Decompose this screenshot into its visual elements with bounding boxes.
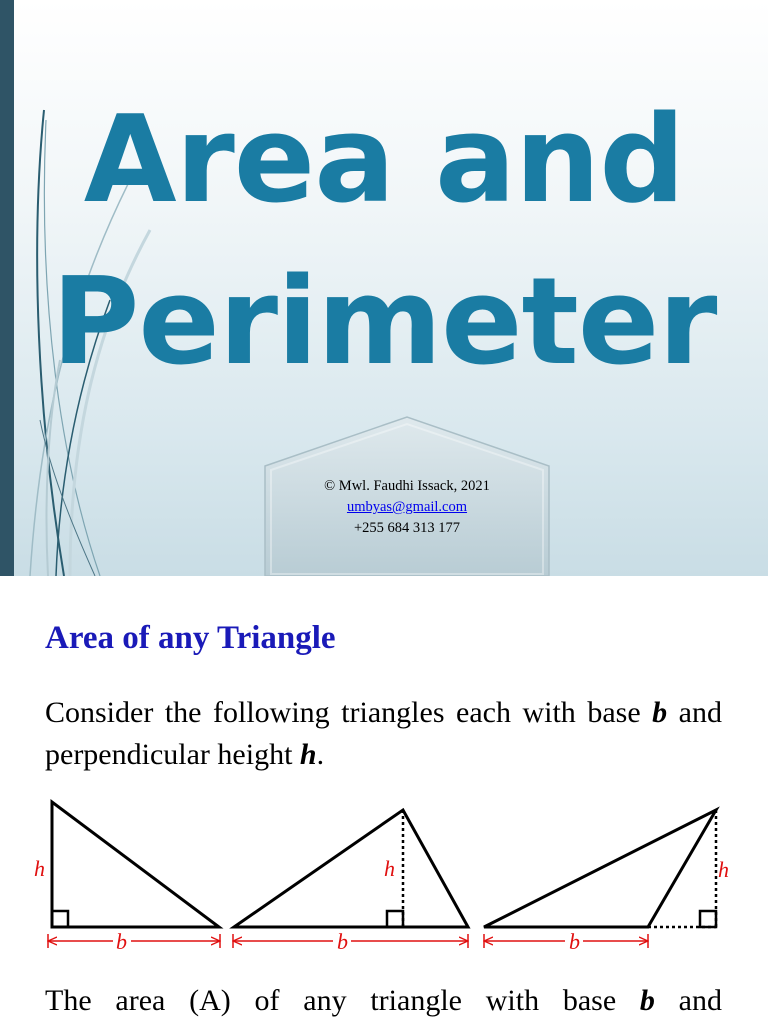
obtuse-triangle — [484, 810, 729, 954]
slide-title — [0, 80, 768, 404]
triangle3-base-label: b — [569, 929, 580, 954]
height-symbol: h — [299, 738, 317, 771]
base-symbol: b — [652, 696, 668, 729]
intro-text-3: . — [316, 738, 325, 771]
triangle1-height-label: h — [34, 856, 45, 881]
acute-triangle — [233, 810, 468, 954]
triangle1-base-label: b — [116, 929, 127, 954]
slide-title-line2: Perimeter — [51, 253, 717, 392]
badge-email-link[interactable]: umbyas@gmail.com — [346, 499, 468, 515]
triangle2-base-label: b — [337, 929, 348, 954]
author-badge — [263, 416, 551, 576]
slide-title-line1: Area and — [83, 91, 685, 230]
area-paragraph — [45, 980, 722, 1022]
intro-paragraph — [45, 692, 722, 776]
triangle3-height-label: h — [718, 857, 729, 882]
area-base-symbol: b — [639, 984, 655, 1017]
triangle2-height-label: h — [384, 856, 395, 881]
right-triangle — [34, 802, 220, 954]
triangles-figure — [0, 790, 768, 970]
intro-text-2: and perpendicular height — [45, 696, 722, 771]
area-text-2: and — [654, 984, 722, 1017]
intro-text-1: Consider the following triangles each with base — [45, 696, 653, 729]
badge-author: © Mwl. Faudhi Issack, 2021 — [324, 478, 490, 494]
section-heading: Area of any Triangle — [45, 620, 336, 656]
area-text-1: The area (A) of any triangle with base — [45, 984, 640, 1017]
badge-phone: +255 684 313 177 — [353, 520, 461, 536]
